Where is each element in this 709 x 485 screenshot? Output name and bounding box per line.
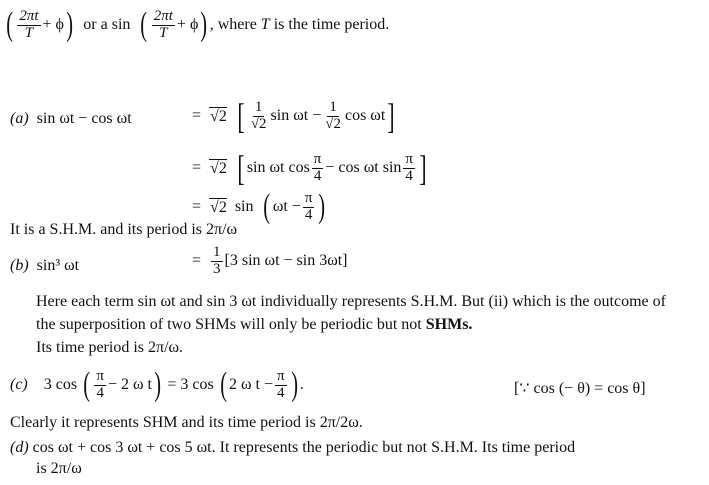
denominator: 4 (304, 206, 313, 223)
numerator: 1 (329, 98, 337, 115)
fraction-1-over-3 (211, 245, 223, 278)
cos-wt-sin: cos ωt sin (338, 159, 402, 176)
fraction-pi-over-4 (94, 369, 106, 402)
part-c-conclusion: Clearly it represents SHM and its time period is 2π/2ω. (10, 414, 363, 431)
part-a-step1 (192, 98, 397, 134)
numerator: π (313, 150, 322, 167)
explanation-text: Here each term sin ωt and sin 3 ωt individually represents S.H.M. But (ii) which is the outcome of the superposition of two SHMs will only be periodic but not (36, 293, 666, 333)
equals: = (192, 198, 202, 215)
minus: − (325, 159, 335, 176)
paren-right: ) (200, 6, 208, 43)
part-d-line (10, 439, 575, 457)
fraction-2pit-over-T (17, 9, 40, 42)
part-c-note: [∵ cos (− θ) = cos θ] (514, 380, 646, 397)
part-b-expression: sin³ ωt (36, 257, 80, 274)
intro-line (4, 8, 389, 42)
bracket-left: [ (237, 96, 245, 136)
bracket-left: [ (237, 148, 245, 188)
numerator: 1 (213, 244, 221, 260)
numerator: π (277, 367, 285, 384)
part-b-expansion: [3 sin ωt − sin 3ωt] (224, 252, 348, 270)
minus-2wt: − 2 ω t (108, 376, 152, 393)
plus-phi: + ϕ (176, 16, 199, 33)
sqrt-2: √2 (210, 159, 227, 177)
wt-minus: ωt − (272, 198, 301, 215)
part-a-label: (a) (10, 110, 29, 127)
paren-right: ) (290, 366, 298, 403)
paren-left: ( (219, 366, 227, 403)
fraction-pi-over-4 (303, 191, 315, 224)
fraction-2pit-over-T (152, 9, 175, 42)
numerator: π (96, 367, 104, 384)
bold-shms: SHMs. (425, 316, 473, 333)
part-a-conclusion: It is a S.H.M. and its period is 2π/ω (10, 221, 238, 238)
part-d-period: is 2π/ω (36, 460, 82, 477)
part-b-label: (b) (10, 257, 29, 274)
bracket-right: ] (387, 96, 395, 136)
where-text: , where (209, 16, 257, 33)
2wt-minus: 2 ω t − (229, 376, 274, 393)
paren-right: ) (154, 366, 162, 403)
denominator: 4 (277, 384, 285, 401)
denominator: T (24, 24, 34, 41)
denominator: 4 (313, 167, 322, 184)
denominator: √2 (325, 115, 341, 132)
part-a-expression: sin ωt − cos ωt (36, 110, 132, 127)
paren-left: ( (83, 366, 91, 403)
part-a-step2 (192, 150, 429, 186)
sin-wt: sin ωt (270, 107, 309, 124)
part-b-lhs (10, 257, 79, 275)
numerator: 2πt (19, 7, 39, 24)
numerator: π (304, 189, 313, 206)
three-cos: 3 cos (180, 376, 214, 393)
part-a-lhs (10, 110, 132, 128)
part-b-explanation (36, 290, 666, 359)
time-period-text: is the time period. (273, 16, 390, 33)
fraction-pi-over-4 (312, 152, 324, 185)
part-b-rhs (192, 245, 348, 278)
fraction-pi-over-4 (403, 152, 415, 185)
paren-left: ( (6, 6, 14, 43)
cos-wt: cos ωt (344, 107, 386, 124)
bracket-right: ] (419, 148, 427, 188)
part-d-text: cos ωt + cos 3 ωt + cos 5 ωt. It represents the periodic but not S.H.M. Its time period (32, 439, 576, 456)
equals: = (192, 159, 202, 176)
sqrt-2: √2 (210, 107, 227, 125)
or-a-sin-text: or a sin (83, 16, 131, 33)
denominator: 4 (96, 384, 104, 401)
numerator: 1 (254, 98, 263, 115)
part-b-period: Its time period is 2π/ω. (36, 339, 184, 356)
equals: = (192, 252, 202, 270)
three-cos: 3 cos (43, 376, 78, 393)
denominator: 3 (213, 260, 221, 277)
part-a-step3 (192, 190, 328, 224)
part-c-label: (c) (10, 376, 28, 393)
fraction-1-over-root2 (249, 100, 269, 133)
paren-right: ) (66, 6, 74, 43)
part-d-label: (d) (10, 439, 29, 456)
paren-left: ( (263, 188, 271, 225)
T-symbol: T (260, 16, 270, 33)
denominator: √2 (250, 115, 267, 132)
fraction-1-over-root2 (323, 100, 343, 133)
numerator: 2πt (153, 7, 173, 24)
equals: = (192, 107, 202, 124)
numerator: π (405, 150, 413, 167)
sqrt-2: √2 (210, 198, 227, 216)
minus: − (312, 107, 322, 124)
sin-wt-cos: sin ωt cos (246, 159, 310, 176)
denominator: 4 (405, 167, 413, 184)
denominator: T (159, 24, 168, 41)
plus-phi: + ϕ (42, 16, 64, 33)
sin: sin (234, 198, 254, 215)
part-c-line (10, 368, 304, 402)
fraction-pi-over-4 (275, 369, 287, 402)
paren-right: ) (318, 188, 326, 225)
equals: = (167, 376, 177, 393)
period: . (299, 376, 304, 393)
paren-left: ( (140, 6, 148, 43)
